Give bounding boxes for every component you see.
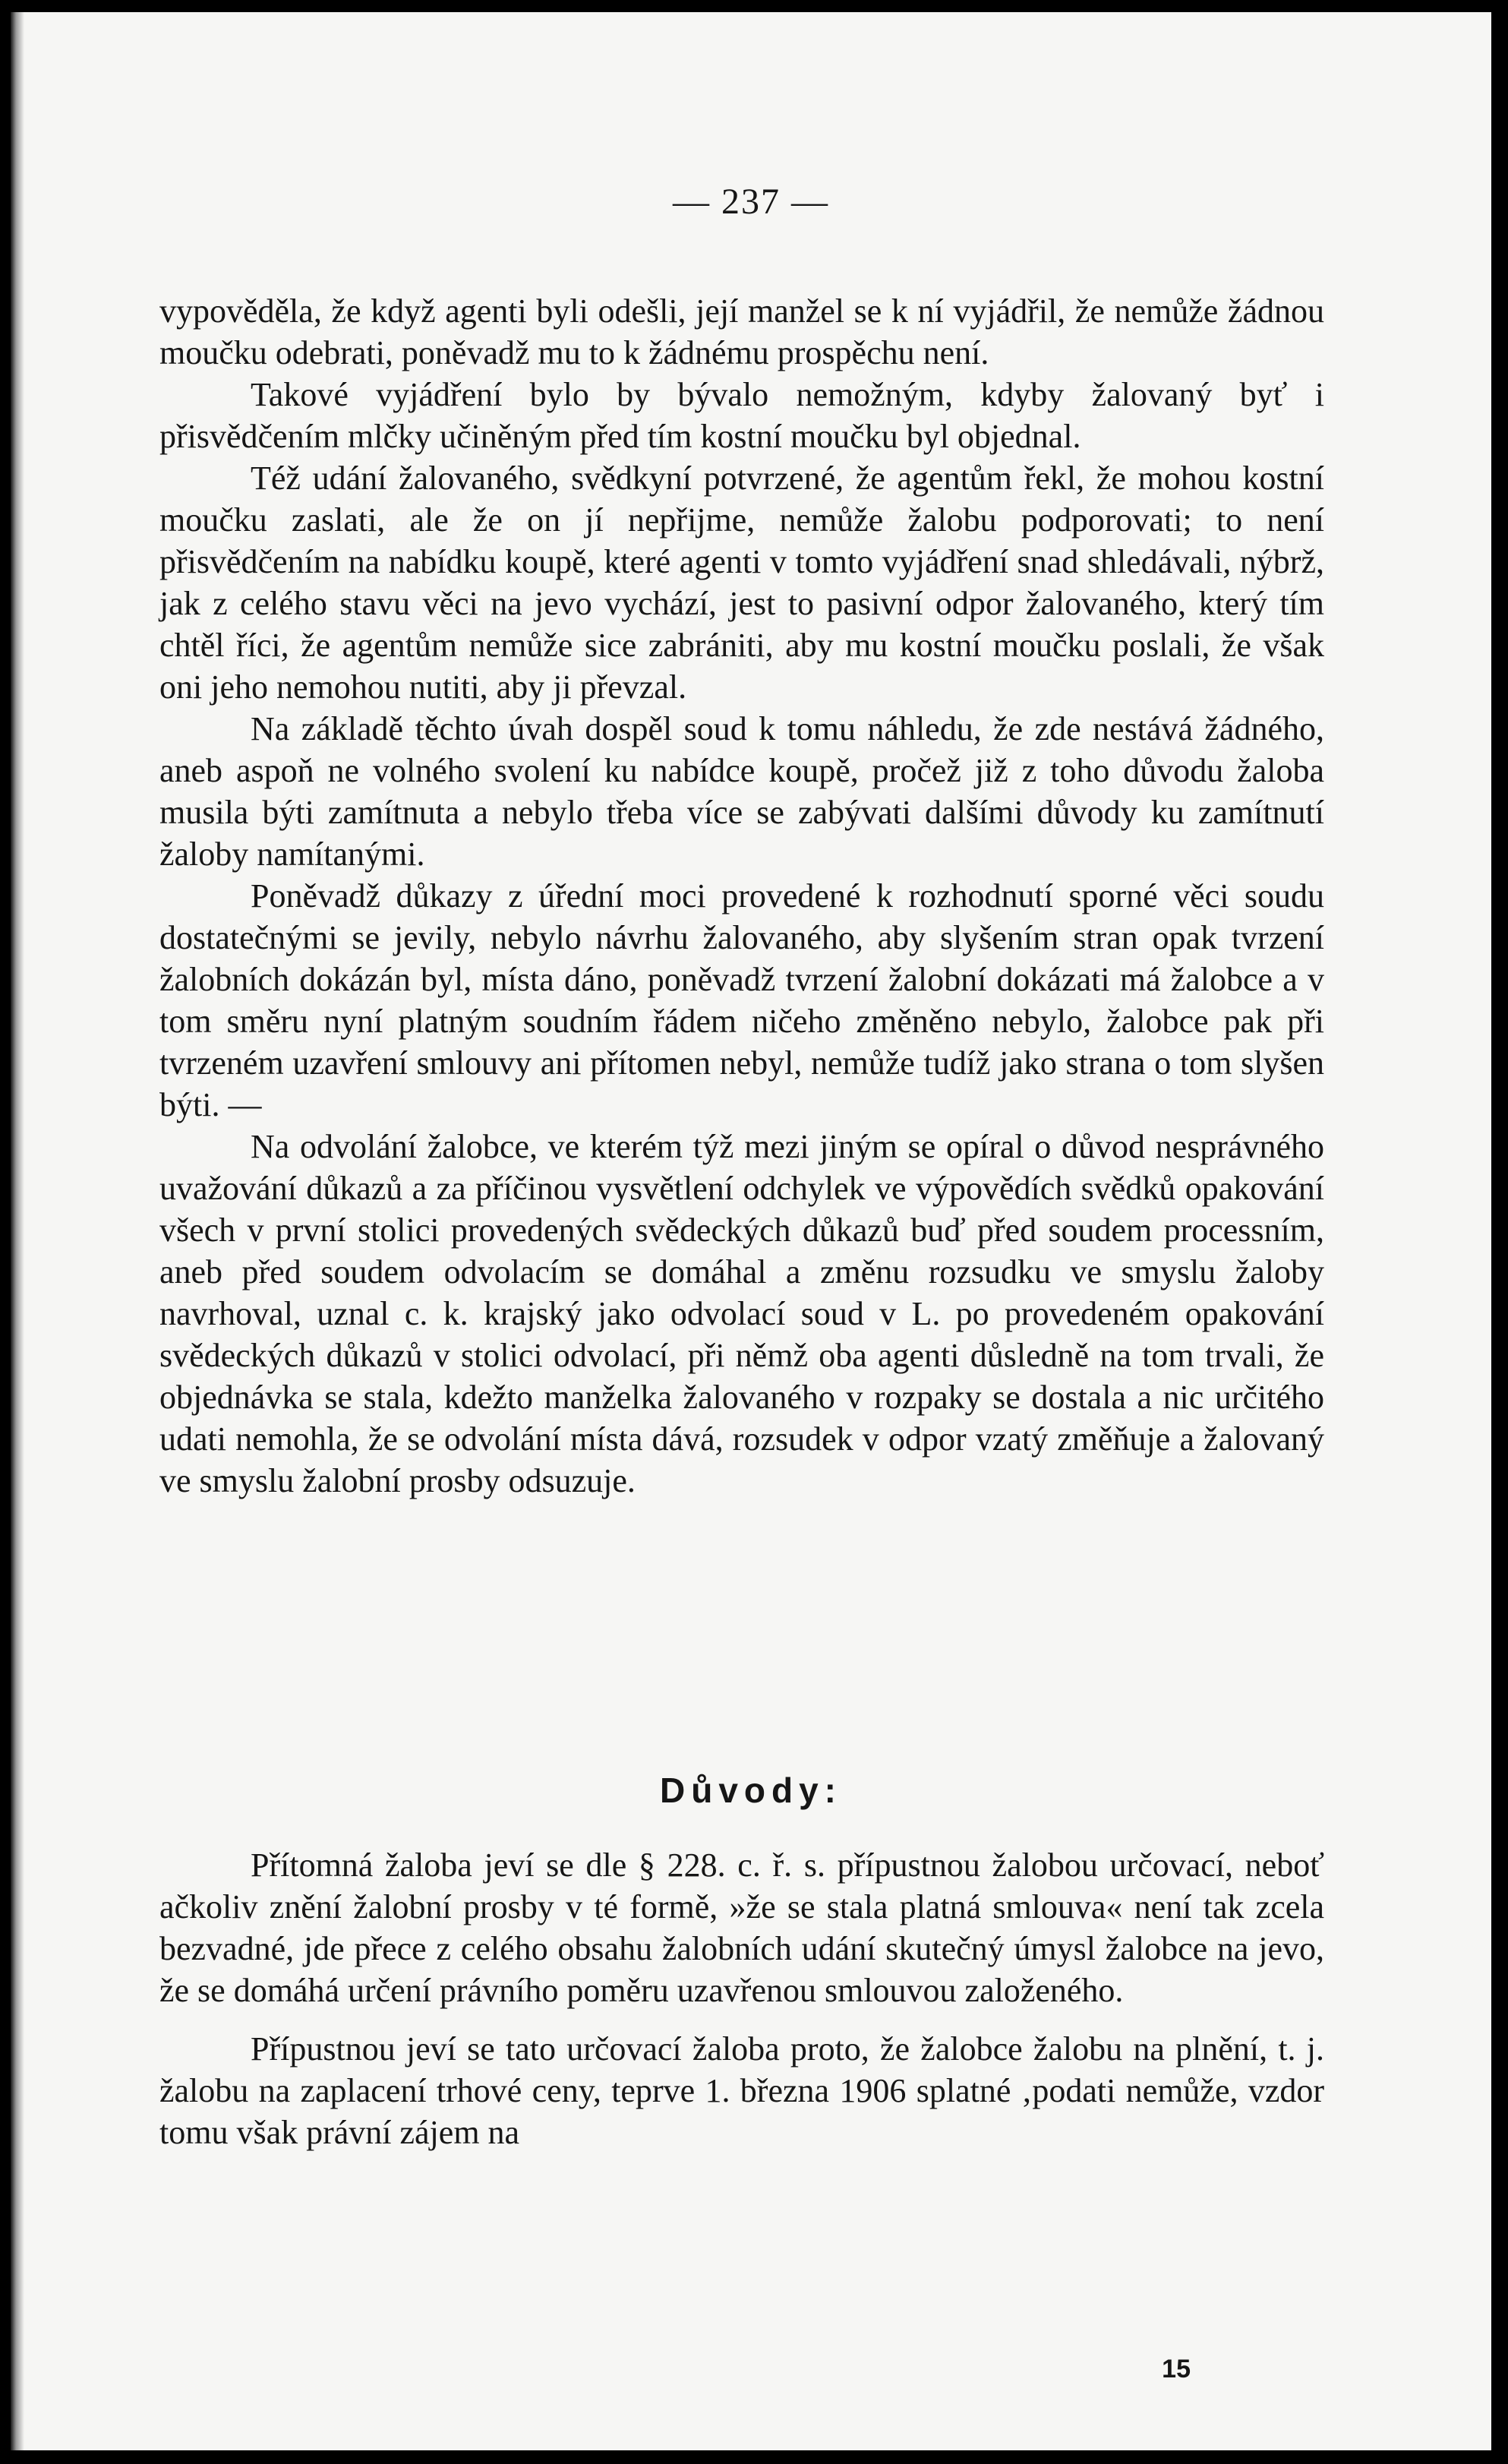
section-heading-duvody: Důvody:: [660, 1771, 842, 1810]
page-number: — 237 —: [673, 182, 829, 222]
paragraph-4: Na základě těchto úvah dospěl soud k tomu náhledu, že zde nestává žádného, aneb aspoň ne volného svolení ku nabídce koupě, pročež již z toho důvodu žaloba musila býti zamítnuta a nebylo třeba více se zabývati dalšími důvody ku zamítnutí žaloby namítanými.: [159, 710, 1324, 873]
paragraph-1: vypověděla, že když agenti byli odešli, její manžel se k ní vyjádřil, že nemůže žádnou moučku odebrati, poněvadž mu to k žádnému prospěchu není.: [159, 292, 1324, 371]
paragraph-8: Přípustnou jeví se tato určovací žaloba proto, že žalobce žalobu na plnění, t. j. žalobu na zaplacení trhové ceny, teprve 1. března 1906 splatné ‚podati nemůže, vzdor tomu však právní zájem na: [159, 2030, 1324, 2151]
paragraph-5: Poněvadž důkazy z úřední moci provedené k rozhodnutí sporné věci soudu dostatečnými se jevily, nebylo návrhu žalovaného, aby slyšením stran opak tvrzení žalobních dokázán byl, místa dáno, poněvadž tvrzení žalobní dokázati má žalobce a v tom směru nyní platným soudním řádem ničeho změněno nebylo, žalobce pak při tvrzeném uzavření smlouvy ani přítomen nebyl, nemůže tudíž jako strana o tom slyšen býti. —: [159, 877, 1324, 1123]
paragraph-3: Též udání žalovaného, svědkyní potvrzené, že agentům řekl, že mohou kostní moučku zaslati, ale že on jí nepřijme, nemůže žalobu podporovati; to není přisvědčením na nabídku koupě, které agenti v tomto vyjádření snad shledávali, nýbrž, jak z celého stavu věci na jevo vychází, jest to pasivní odpor žalovaného, který tím chtěl říci, že agentům nemůže sice zabrániti, aby mu kostní moučku poslali, že však oni jeho nemohou nutiti, aby ji převzal.: [159, 460, 1324, 706]
body-text-bottom: [159, 1844, 1324, 2153]
page-binding-edge: [11, 12, 24, 2450]
sheet-signature-mark: 15: [1162, 2355, 1191, 2383]
scanned-page: [11, 12, 1491, 2450]
paragraph-6: Na odvolání žalobce, ve kterém týž mezi jiným se opíral o důvod nesprávného uvažování důkazů a za příčinou vysvětlení odchylek ve výpovědích svědků opakování všech v první stolici provedených svědeckých důkazů buď před soudem processním, aneb před soudem odvolacím se domáhal a změnu rozsudku ve smyslu žaloby navrhoval, uznal c. k. krajský jako odvolací soud v L. po provedeném opakování svědeckých důkazů v stolici odvolací, při němž oba agenti důsledně na tom trvali, že objednávka se stala, kdežto manželka žalovaného v rozpaky se dostala a nic určitého udati nemohla, že se odvolání místa dává, rozsudek v odpor vzatý změňuje a žalovaný ve smyslu žalobní prosby odsuzuje.: [159, 1128, 1324, 1499]
body-text-top: [159, 290, 1324, 1502]
paragraph-7: Přítomná žaloba jeví se dle § 228. c. ř. s. přípustnou žalobou určovací, neboť ačkoliv znění žalobní prosby v té formě, »že se stala platná smlouva« není tak zcela bezvadné, jde přece z celého obsahu žalobních udání skutečný úmysl žalobce na jevo, že se domáhá určení právního poměru uzavřenou smlouvou založeného.: [159, 1846, 1324, 2009]
paragraph-2: Takové vyjádření bylo by bývalo nemožným, kdyby žalovaný byť i přisvědčením mlčky učiněným před tím kostní moučku byl objednal.: [159, 376, 1324, 455]
